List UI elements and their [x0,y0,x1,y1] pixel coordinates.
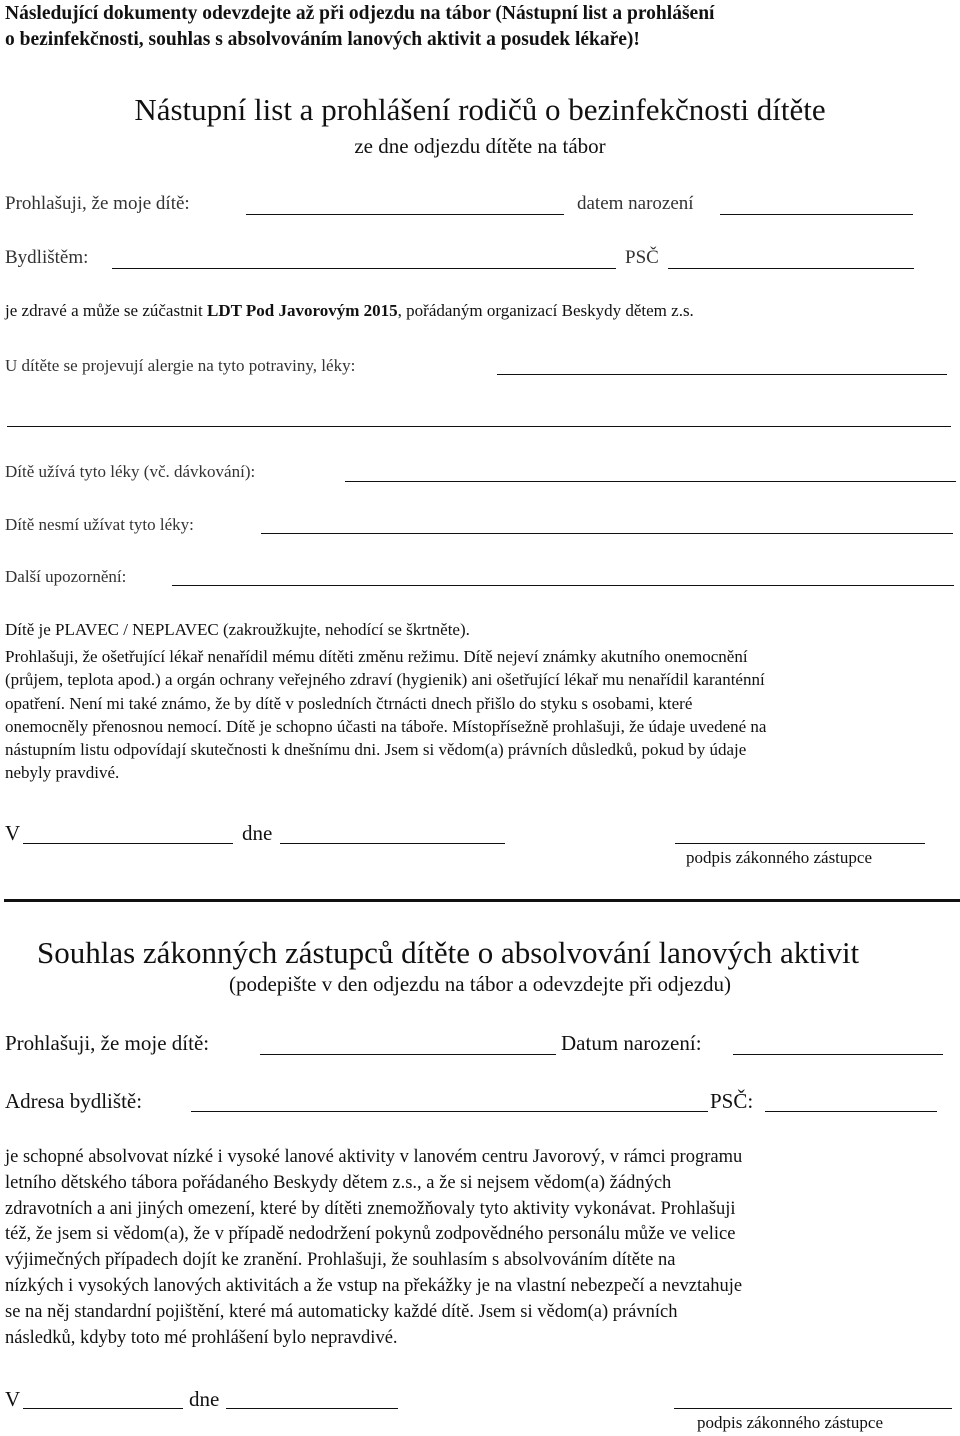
date-field[interactable] [280,843,505,844]
consent-paragraph [5,1145,955,1351]
child-name-field[interactable] [246,214,564,215]
header-line-2: o bezinfekčnosti, souhlas s absolvováním lanových aktivit a posudek lékaře)! [5,29,640,50]
declaration-line: nástupním listu odpovídají skutečnosti k dnešnímu dni. Jsem si vědom(a) právních důsledků, pokud by údaje [5,740,747,760]
declaration-line: opatření. Není mi také známo, že by dítě v posledních čtrnácti dnech přišlo do styku s osobami, které [5,693,693,713]
consent-signature-field[interactable] [674,1408,952,1409]
child-name-label: Prohlašuji, že moje dítě: [5,193,190,214]
camp-name: LDT Pod Javorovým 2015 [207,301,398,320]
declaration-line: (průjem, teplota apod.) a orgán ochrany veřejného zdraví (hygienik) ani ošetřující lékař mu nenařídil karanténní [5,670,765,690]
allergy-field-2[interactable] [7,426,951,427]
section2-subtitle: (podepište v den odjezdu na tábor a odevzdejte při odjezdu) [228,972,732,996]
consent-address-label: Adresa bydliště: [5,1089,143,1113]
consent-psc-field[interactable] [765,1111,937,1112]
place-field[interactable] [23,843,233,844]
address-label: Bydlištěm: [5,247,89,268]
consent-line: nízkých i vysokých lanových aktivitách a že vstup na překážky je na vlastní nebezpečí a nevztahuje [5,1275,743,1296]
consent-line: následků, kdyby toto mé prohlášení bylo nepravdivé. [5,1327,398,1348]
forbidden-meds-label: Dítě nesmí užívat tyto léky: [5,515,194,534]
consent-line: je schopné absolvovat nízké i vysoké lanové aktivity v lanovém centru Javorový, v rámci programu [5,1147,743,1167]
declaration-line: Prohlašuji, že ošetřující lékař nenařídil mému dítěti změnu režimu. Dítě nejeví známky akutního onemocnění [5,647,748,666]
consent-date-label: dne [189,1387,220,1411]
notes-field[interactable] [172,585,954,586]
consent-signature-label: podpis zákonného zástupce [697,1413,883,1432]
declaration-line: nebyly pravdivé. [5,763,120,783]
allergy-field[interactable] [497,374,947,375]
signature-label: podpis zákonného zástupce [686,848,872,867]
psc-label: PSČ [625,247,659,268]
date-label: dne [242,821,273,845]
section2-title: Souhlas zákonných zástupců dítěte o absolvování lanových aktivit [37,935,860,970]
consent-line: též, že jsem si vědom(a), že v případě nedodržení pokynů zodpovědného personálu může ve velice [5,1224,736,1245]
consent-line: letního dětského tábora pořádaného Beskydy dětem z.s., a že si nejsem vědom(a) žádných [5,1172,672,1193]
forbidden-meds-field[interactable] [261,533,953,534]
consent-birth-field[interactable] [733,1054,943,1055]
section1-title: Nástupní list a prohlášení rodičů o bezinfekčnosti dítěte [134,92,826,127]
medication-label: Dítě užívá tyto léky (vč. dávkování): [5,462,256,481]
consent-line: zdravotních a ani jiných omezení, které by dítěti znemožňovaly tyto aktivity vykonávat. Prohlašuji [5,1198,736,1219]
declaration-line: onemocněly přenosnou nemocí. Dítě je schopno účasti na táboře. Místopřísežně prohlašuji, že údaje uvedené na [5,716,767,736]
consent-place-field[interactable] [23,1408,183,1409]
consent-line: výjimečných případech dojít ke zranění. Prohlašuji, že souhlasím s absolvováním dítěte na [5,1250,676,1271]
birth-date-label: datem narození [577,193,694,214]
swimmer-selection: Dítě je PLAVEC / NEPLAVEC (zakroužkujte, nehodící se škrtněte). [5,620,470,639]
section-divider [4,899,960,902]
consent-psc-label: PSČ: [710,1089,754,1113]
notes-label: Další upozornění: [5,567,127,586]
consent-child-label: Prohlašuji, že moje dítě: [5,1031,210,1055]
section1-subtitle: ze dne odjezdu dítěte na tábor [354,134,606,158]
consent-place-label: V [5,1387,21,1411]
medication-field[interactable] [345,481,956,482]
consent-birth-label: Datum narození: [561,1031,702,1055]
consent-child-field[interactable] [260,1054,556,1055]
psc-field[interactable] [668,268,914,269]
consent-date-field[interactable] [226,1408,398,1409]
declaration-paragraph [5,645,955,785]
birth-date-field[interactable] [720,214,913,215]
place-label: V [5,821,21,845]
allergy-label: U dítěte se projevují alergie na tyto potraviny, léky: [5,356,356,375]
consent-line: se na něj standardní pojištění, které má automaticky každé dítě. Jsem si vědom(a) právních [5,1301,678,1322]
consent-address-field[interactable] [191,1111,708,1112]
health-statement: je zdravé a může se zúčastnit LDT Pod Javorovým 2015, pořádaným organizací Beskydy dětem z.s. [5,301,694,320]
header-line-1: Následující dokumenty odevzdejte až při odjezdu na tábor (Nástupní list a prohlášení [5,3,715,24]
address-field[interactable] [112,268,616,269]
signature-field[interactable] [675,843,925,844]
